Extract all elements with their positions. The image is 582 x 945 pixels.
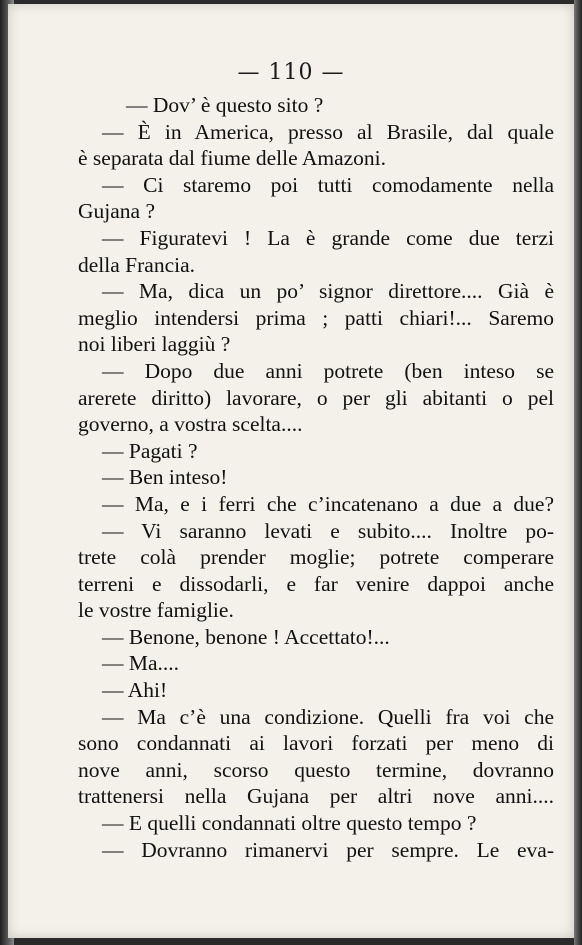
text-line: — Vi saranno levati e subito.... Inoltre po-	[102, 518, 554, 543]
text-line: — Dopo due anni potrete (ben inteso se	[102, 358, 554, 383]
text-line: è separata dal fiume delle Amazoni.	[78, 146, 387, 171]
text-line: — Ma, e i ferri che c’incatenano a due a due?	[102, 491, 554, 516]
text-line: — Ben inteso!	[102, 465, 228, 490]
text-line: arerete diritto) lavorare, o per gli abitanti o pel	[78, 385, 554, 410]
text-line: — Ma, dica un po’ signor direttore.... Già è	[102, 279, 554, 304]
book-right-edge	[574, 0, 582, 945]
text-line: — È in America, presso al Brasile, dal quale	[102, 119, 554, 144]
text-line: — Dovranno rimanervi per sempre. Le eva-	[102, 837, 554, 862]
text-line: — Ci staremo poi tutti comodamente nella	[102, 172, 554, 197]
text-line: — Dov’ è questo sito ?	[126, 93, 324, 117]
text-line: — Ahi!	[102, 678, 168, 703]
text-line: meglio intendersi prima ; patti chiari!... Saremo	[78, 305, 554, 330]
text-line: noi liberi laggiù ?	[78, 332, 231, 357]
text-line: terreni e dissodarli, e far venire dappoi anche	[78, 571, 554, 596]
text-line: — Ma c’è una condizione. Quelli fra voi che	[102, 704, 554, 729]
text-line: — Figuratevi ! La è grande come due terzi	[102, 225, 554, 250]
page-text	[78, 92, 554, 863]
text-line: — Benone, benone ! Accettato!...	[102, 624, 390, 649]
text-line: — Ma....	[102, 651, 180, 676]
text-line: Gujana ?	[78, 199, 156, 224]
text-line: — Pagati ?	[102, 438, 198, 463]
text-line: trattenersi nella Gujana per altri nove anni....	[78, 784, 554, 809]
text-line: nove anni, scorso questo termine, dovranno	[78, 757, 554, 782]
text-line: le vostre famiglie.	[78, 598, 234, 623]
book-page	[8, 4, 574, 938]
page-number: — 110 —	[237, 60, 345, 85]
text-line: trete colà prender moglie; potrete comperare	[78, 545, 554, 570]
text-line: della Francia.	[78, 252, 196, 277]
text-line: — E quelli condannati oltre questo tempo ?	[102, 811, 477, 836]
text-line: governo, a vostra scelta....	[78, 412, 303, 437]
text-line: sono condannati ai lavori forzati per meno di	[78, 731, 554, 756]
